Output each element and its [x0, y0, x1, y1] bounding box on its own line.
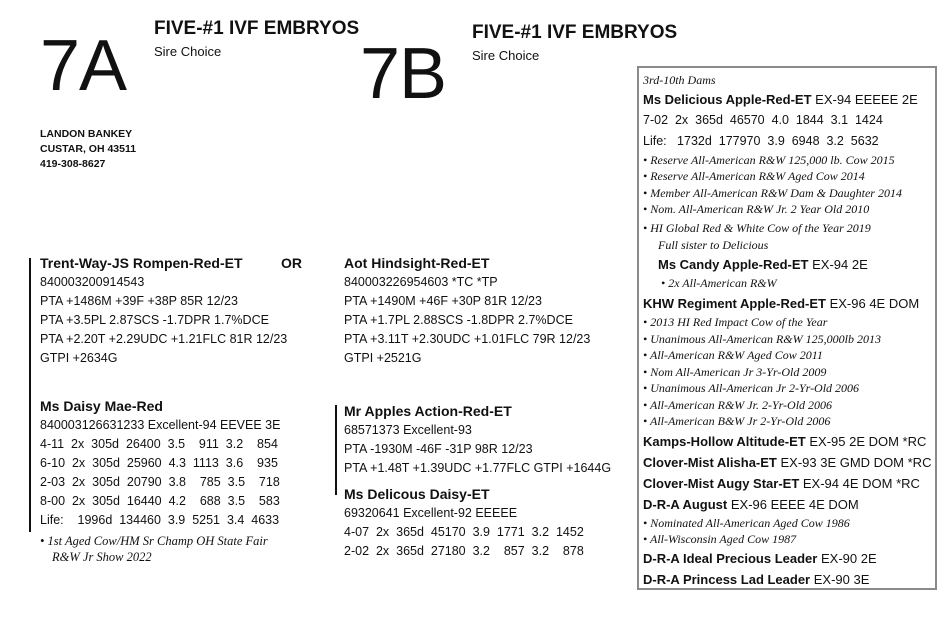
- sire1-line: PTA +3.5PL 2.87SCS -1.7DPR 1.7%DCE: [40, 313, 269, 327]
- dam-entry-altitude: [643, 431, 931, 452]
- dam-entry-score: EX-96 EEEE 4E DOM: [727, 496, 859, 512]
- sire-bracket-line: [29, 258, 31, 366]
- sire2-line: PTA +1490M +46F +30P 81R 12/23: [344, 294, 542, 308]
- dam-entry-honor: • Nom. All-American R&W Jr. 2 Year Old 2010: [643, 202, 870, 216]
- dam-entry-name: Clover-Mist Alisha-ET: [643, 454, 777, 470]
- consignor-phone: 419-308-8627: [40, 158, 106, 170]
- dam-entry-name: Ms Delicious Apple-Red-ET: [643, 91, 812, 107]
- consignor-city: CUSTAR, OH 43511: [40, 143, 137, 155]
- dam-entry-score: EX-94 2E: [808, 256, 868, 272]
- dam-entry-name: Kamps-Hollow Altitude-ET: [643, 433, 806, 449]
- dam-entry-honor: • All-American B&W Jr 2-Yr-Old 2006: [643, 414, 831, 428]
- sire1-line: GTPI +2634G: [40, 351, 118, 365]
- dam-record: 8-00 2x 305d 16440 4.2 688 3.5 583: [40, 494, 280, 508]
- sire2-line: 840003226954603 *TC *TP: [344, 275, 498, 289]
- dam-entry-score: EX-93 3E GMD DOM *RC: [776, 454, 932, 470]
- dam-entry-score: EX-94 4E DOM *RC: [799, 475, 920, 491]
- consignor-name: LANDON BANKEY: [40, 128, 133, 140]
- sire2-line: PTA +1.7PL 2.88SCS -1.8DPR 2.7%DCE: [344, 313, 573, 327]
- lot-number-7a: 7A: [40, 26, 127, 106]
- sire1-name: Trent-Way-JS Rompen-Red-ET: [40, 255, 243, 271]
- dam-entry-name: D-R-A August: [643, 496, 728, 512]
- dam-entry-honor: • Reserve All-American R&W Aged Cow 2014: [643, 169, 865, 183]
- pedigree-box: [637, 66, 937, 590]
- granddam-block: [344, 484, 584, 561]
- dam-id-line: 840003126631233 Excellent-94 EEVEE 3E: [40, 418, 281, 432]
- dam-record: 4-11 2x 305d 26400 3.5 911 3.2 854: [40, 437, 278, 451]
- dam-entry-honor: • 2x All-American R&W: [661, 275, 777, 290]
- dam-entry-name: D-R-A Princess Lad Leader: [643, 571, 811, 587]
- sire2-line: GTPI +2521G: [344, 351, 422, 365]
- dam-entry-score: EX-96 4E DOM: [825, 296, 920, 311]
- dam-life-record: Life: 1996d 134460 3.9 5251 3.4 4633: [40, 513, 280, 527]
- dam-entry-candy: [643, 254, 931, 275]
- granddam-record: 4-07 2x 365d 45170 3.9 1771 3.2 1452: [344, 525, 584, 539]
- lot-number-7b: 7B: [360, 34, 447, 114]
- sire1-block: [40, 253, 287, 368]
- full-sister-note: Full sister to Delicious: [658, 238, 769, 252]
- lot-7b-subheading: Sire Choice: [472, 48, 540, 63]
- dam-entry-honor: • All-Wisconsin Aged Cow 1987: [643, 532, 797, 546]
- dam-honor: • 1st Aged Cow/HM Sr Champ OH State Fair: [40, 534, 268, 548]
- granddam-name: Ms Delicous Daisy-ET: [344, 486, 490, 502]
- sire1-line: PTA +1486M +39F +38P 85R 12/23: [40, 294, 238, 308]
- dam-bracket-line: [29, 366, 31, 532]
- dam-name: Ms Daisy Mae-Red: [40, 398, 163, 414]
- dam-entry-score: EX-95 2E DOM *RC: [805, 433, 927, 449]
- sire1-line: PTA +2.20T +2.29UDC +1.21FLC 81R 12/23: [40, 332, 288, 346]
- lot-7a-subheading: Sire Choice: [154, 44, 222, 59]
- consignor-block: [40, 127, 136, 172]
- dam-entry-name: Ms Candy Apple-Red-ET: [658, 256, 809, 272]
- dam-entry-delicious: [643, 89, 931, 110]
- dam-entry-augy-star: [643, 473, 931, 494]
- sire1-line: 840003200914543: [40, 275, 145, 289]
- dam-entry-honor: • HI Global Red & White Cow of the Year 2019: [643, 220, 871, 235]
- dam-entry-regiment: [643, 293, 931, 314]
- dam-sire-name: Mr Apples Action-Red-ET: [344, 403, 512, 419]
- pedigree-box-title: 3rd-10th Dams: [643, 73, 716, 87]
- dam-sire-bracket-line: [335, 405, 337, 495]
- dam-entry-name: KHW Regiment Apple-Red-ET: [643, 296, 826, 311]
- sire2-line: PTA +3.11T +2.30UDC +1.01FLC 79R 12/23: [344, 332, 591, 346]
- dam-sire-line: 68571373 Excellent-93: [344, 423, 472, 437]
- dam-entry-honor: • 2013 HI Red Impact Cow of the Year: [643, 315, 828, 329]
- dam-entry-honor: • Nom All-American Jr 3-Yr-Old 2009: [643, 364, 827, 379]
- dam-record: 2-03 2x 305d 20790 3.8 785 3.5 718: [40, 475, 280, 489]
- dam-entry-august: [643, 494, 931, 515]
- dam-sire-block: [344, 401, 611, 478]
- pedigree-box-content: [643, 72, 931, 590]
- dam-block: [40, 396, 280, 565]
- sire2-name: Aot Hindsight-Red-ET: [344, 255, 490, 271]
- dam-entry-honor: • Member All-American R&W Dam & Daughter 2014: [643, 185, 902, 200]
- dam-entry-name: D-R-A Ideal Precious Leader: [643, 550, 818, 566]
- dam-entry-princess-lad: [643, 569, 931, 590]
- dam-entry-honor: • Unanimous All-American R&W 125,000lb 2013: [643, 331, 881, 346]
- dam-entry-honor: • All-American R&W Aged Cow 2011: [643, 348, 823, 362]
- granddam-line: 69320641 Excellent-92 EEEEE: [344, 506, 518, 520]
- dam-entry-record: 7-02 2x 365d 46570 4.0 1844 3.1 1424: [643, 112, 883, 127]
- dam-sire-line: PTA -1930M -46F -31P 98R 12/23: [344, 442, 533, 456]
- dam-record: 6-10 2x 305d 25960 4.3 1113 3.6 935: [40, 456, 278, 470]
- dam-entry-honor: • Unanimous All-American Jr 2-Yr-Old 2006: [643, 381, 860, 395]
- dam-entry-honor: • Reserve All-American R&W 125,000 lb. Cow 2015: [643, 152, 895, 167]
- dam-entry-alisha: [643, 452, 931, 473]
- dam-entry-honor: • Nominated All-American Aged Cow 1986: [643, 515, 850, 530]
- lot-7b-heading: FIVE-#1 IVF EMBRYOS: [472, 22, 678, 43]
- granddam-record: 2-02 2x 365d 27180 3.2 857 3.2 878: [344, 544, 584, 558]
- or-label: OR: [281, 255, 302, 271]
- dam-entry-score: EX-94 EEEEE 2E: [811, 91, 918, 107]
- dam-entry-name: Clover-Mist Augy Star-ET: [643, 475, 800, 491]
- dam-honor: R&W Jr Show 2022: [52, 550, 152, 564]
- dam-entry-honor: • All-American R&W Jr. 2-Yr-Old 2006: [643, 397, 833, 412]
- dam-entry-score: EX-90 2E: [817, 550, 877, 566]
- dam-entry-score: EX-90 3E: [810, 571, 870, 587]
- sire2-block: [344, 253, 590, 368]
- dam-entry-ideal-precious: [643, 548, 931, 569]
- lot-7a-heading: FIVE-#1 IVF EMBRYOS: [154, 18, 360, 39]
- dam-entry-life-record: Life: 1732d 177970 3.9 6948 3.2 5632: [643, 133, 879, 148]
- dam-sire-line: PTA +1.48T +1.39UDC +1.77FLC GTPI +1644G: [344, 461, 612, 475]
